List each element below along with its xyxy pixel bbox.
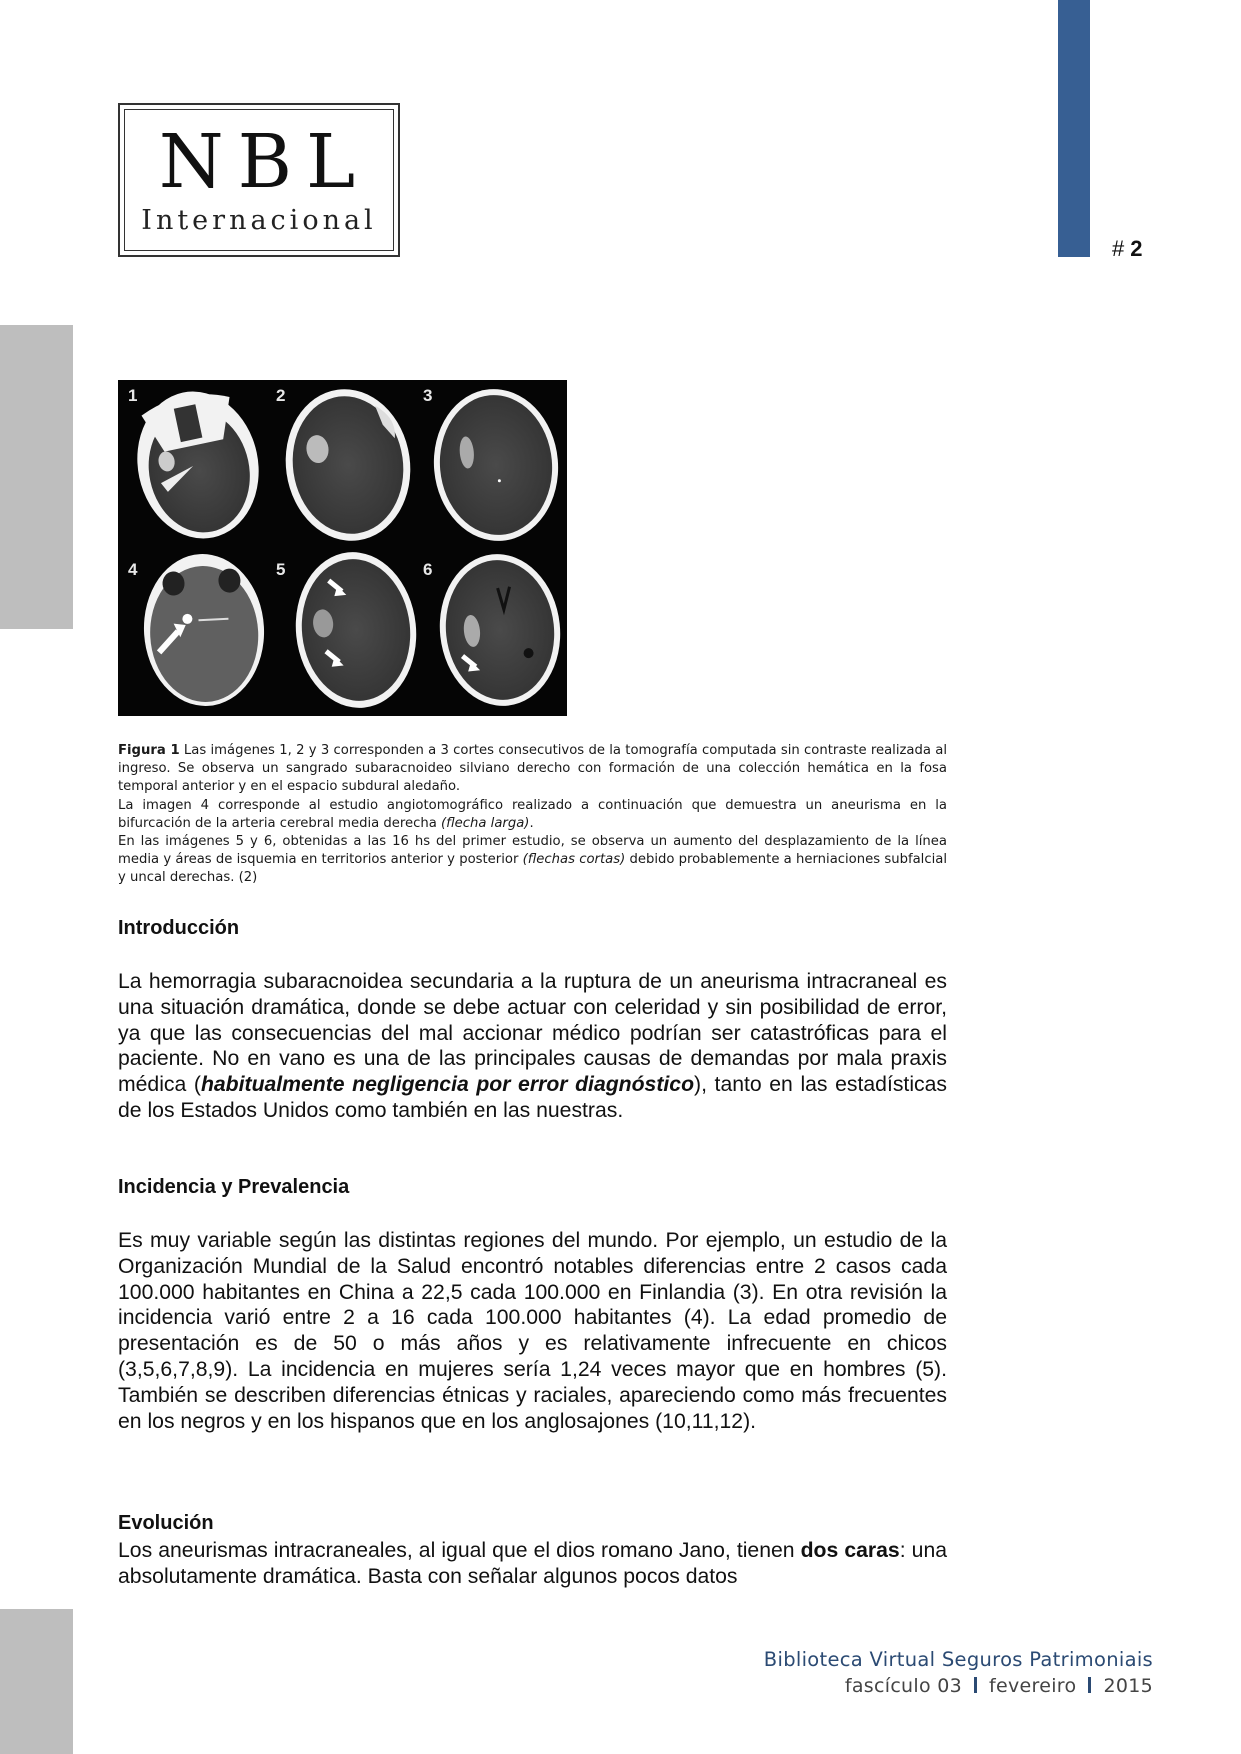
footer-title: Biblioteca Virtual Seguros Patrimoniais xyxy=(763,1648,1153,1671)
footer-fasciculo: fascículo 03 xyxy=(844,1675,963,1697)
panel-label-6: 6 xyxy=(423,560,433,579)
accent-bar xyxy=(1058,0,1090,257)
side-bar-top xyxy=(0,325,73,629)
figure-caption xyxy=(118,742,947,888)
caption-label: Figura 1 xyxy=(118,743,180,758)
logo-sub-text: Internacional xyxy=(141,205,377,236)
panel-label-2: 2 xyxy=(276,386,286,405)
caption-paragraph-1 xyxy=(118,742,947,797)
caption-text-2: La imagen 4 corresponde al estudio angiotomográfico realizado a continuación que demuestra un aneurisma en la bifurcación de la arteria cerebral media derecha xyxy=(118,797,947,831)
heading-evolucion: Evolución xyxy=(118,1512,214,1534)
evolution-bold: dos caras xyxy=(800,1539,900,1562)
panel-label-1: 1 xyxy=(128,386,138,405)
panel-label-4: 4 xyxy=(128,560,138,579)
scan-panel-4 xyxy=(140,551,268,709)
scan-panel-3 xyxy=(428,384,565,546)
evolution-paragraph xyxy=(118,1538,947,1590)
ct-scans-image xyxy=(118,380,567,716)
scan-panel-2 xyxy=(276,381,420,549)
nbl-logo xyxy=(118,103,400,257)
footer-meta xyxy=(764,1675,1153,1697)
panel-label-5: 5 xyxy=(276,560,286,579)
evolution-text-end: : una absolutamente dramática. Basta con señalar algunos pocos datos xyxy=(118,1539,948,1588)
caption-text-3: En las imágenes 5 y 6, obtenidas a las 16 hs del primer estudio, se observa un aumento del desplazamiento de la línea media y áreas de isquemia en territorios anterior y posterior xyxy=(118,834,947,868)
caption-text-3-end: debido probablemente a herniaciones subfalcial y uncal derechas. (2) xyxy=(118,852,947,886)
caption-italic-3: (flechas cortas) xyxy=(522,852,626,868)
footer-year: 2015 xyxy=(1103,1675,1153,1697)
evolution-text: Los aneurismas intracraneales, al igual que el dios romano Jano, tienen xyxy=(118,1539,801,1562)
caption-text-2-end: . xyxy=(529,815,534,831)
caption-paragraph-2 xyxy=(118,797,947,833)
incidence-paragraph: Es muy variable según las distintas regiones del mundo. Por ejemplo, un estudio de la Organización Mundial de la Salud encontró notables diferencias entre 2 casos cada 100.000 habitantes en China a 22,5 cada 100.000 en Finlandia (3). En otra revisión la incidencia varió entre 2 a 16 cada 100.000 habitantes (4). La edad promedio de presentación es de 50 o más años y es relativamente infrecuente en chicos (3,5,6,7,8,9). La incidencia en mujeres sería 1,24 veces mayor que en hombres (5). También se describen diferencias étnicas y raciales, apareciendo como más frecuentes en los negros y en los hispanos que en los anglosajones (10,11,12). xyxy=(118,1229,947,1433)
intro-paragraph xyxy=(118,969,947,1124)
scan-panel-5 xyxy=(288,546,424,714)
scan-panel-1 xyxy=(124,380,272,550)
footer-separator xyxy=(1088,1677,1091,1693)
intro-text-end: ), tanto en las estadísticas de los Estados Unidos como también en las nuestras. xyxy=(118,1073,947,1122)
footer-separator xyxy=(974,1677,977,1693)
heading-incidencia: Incidencia y Prevalencia xyxy=(118,1176,350,1198)
page-hash: # xyxy=(1112,236,1125,261)
side-bar-bottom xyxy=(0,1609,73,1754)
intro-text: La hemorragia subaracnoidea secundaria a la ruptura de un aneurisma intracraneal es una situación dramática, donde se debe actuar con celeridad y sin posibilidad de error, ya que las consecuencias del mal accionar médico podrían ser catastróficas para el paciente. No en vano es una de las principales causas de demandas por mala praxis médica ( xyxy=(118,970,947,1097)
footer-month: fevereiro xyxy=(989,1675,1077,1697)
page-number-value: 2 xyxy=(1130,236,1143,261)
page-number xyxy=(1112,236,1143,262)
footer xyxy=(764,1648,1153,1697)
caption-paragraph-3 xyxy=(118,833,947,888)
scan-panel-6 xyxy=(432,548,567,712)
caption-italic-2: (flecha larga) xyxy=(441,815,530,831)
logo-main-text: NBL xyxy=(158,119,370,205)
panel-label-3: 3 xyxy=(423,386,433,405)
heading-introduccion: Introducción xyxy=(118,917,240,939)
intro-emphasis: habitualmente negligencia por error diagnóstico xyxy=(200,1073,695,1097)
ct-scan-figure xyxy=(118,380,567,716)
caption-text-1: Las imágenes 1, 2 y 3 corresponden a 3 cortes consecutivos de la tomografía computada sin contraste realizada al ingreso. Se observa un sangrado subaracnoideo silviano derecho con formación de una colección hemática en la fosa temporal anterior y en el espacio subdural aledaño. xyxy=(118,743,947,795)
